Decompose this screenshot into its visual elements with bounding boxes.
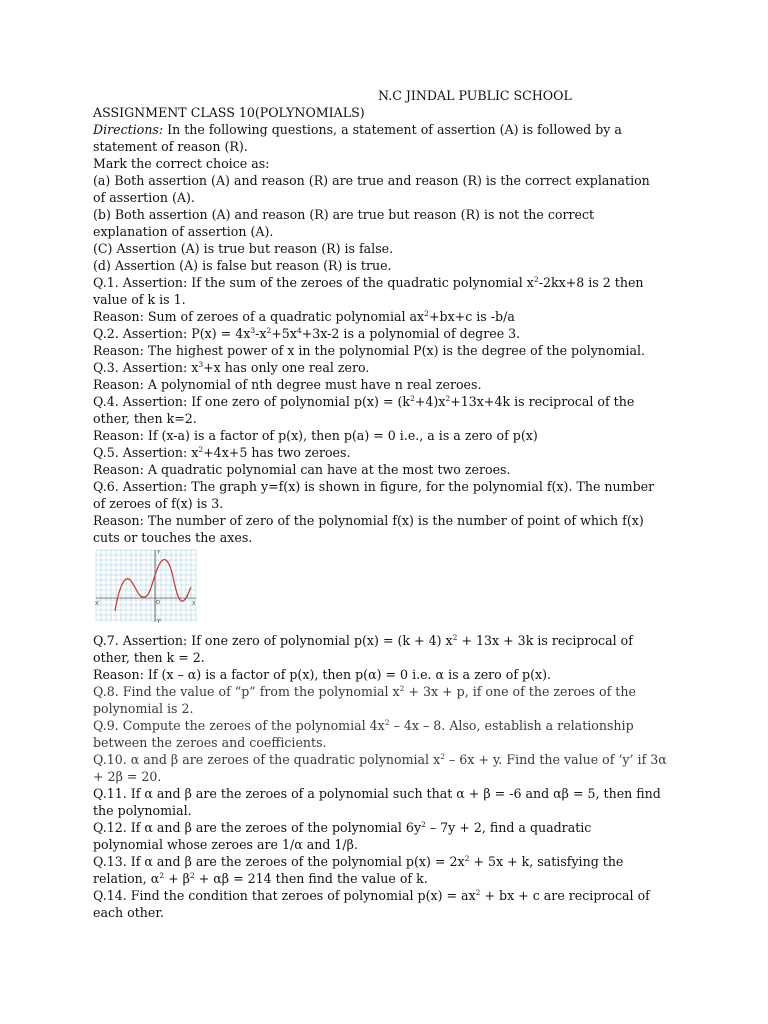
q1-assertion-line-2: value of k is 1. <box>93 292 186 307</box>
q9-sup: 2 <box>384 718 390 727</box>
q10-part-1: Q.10. α and β are zeroes of the quadratic polynomial x <box>93 752 441 767</box>
directions-text-1: In the following questions, a statement of assertion (A) is followed by a <box>163 122 622 137</box>
q9-part-1: Q.9. Compute the zeroes of the polynomial 4x <box>93 718 385 733</box>
q9-part-2: – 4x – 8. Also, establish a relationship <box>389 718 634 733</box>
q13-sup: 2 <box>464 854 470 863</box>
q4-part-1: Q.4. Assertion: If one zero of polynomial p(x) = (k <box>93 394 411 409</box>
q1-assertion-line-1 <box>93 274 683 291</box>
q1-reason-sup: 2 <box>424 309 429 318</box>
option-a-line-1: (a) Both assertion (A) and reason (R) are true and reason (R) is the correct explanation <box>93 173 650 188</box>
q4-reason: Reason: If (x-a) is a factor of p(x), then p(a) = 0 i.e., a is a zero of p(x) <box>93 428 538 443</box>
q14-line-1 <box>93 887 683 904</box>
mark-choice-line: Mark the correct choice as: <box>93 156 270 171</box>
q2-sup-3: 4 <box>296 326 302 335</box>
q2-sup-2: 2 <box>266 326 272 335</box>
q13-relation-b: + β <box>164 871 190 886</box>
q12-part-1: Q.12. If α and β are the zeroes of the polynomial 6y <box>93 820 422 835</box>
q10-line-1 <box>93 751 683 768</box>
polynomial-graph-figure <box>93 547 199 625</box>
q8-part-2: + 3x + p, if one of the zeroes of the <box>404 684 636 699</box>
q9-line-2: between the zeroes and coefficients. <box>93 735 327 750</box>
q7-assertion-line-1 <box>93 632 683 649</box>
q12-line-2: polynomial whose zeroes are 1/α and 1/β. <box>93 837 358 852</box>
polynomial-graph <box>93 547 199 625</box>
q7-part-1: Q.7. Assertion: If one zero of polynomial p(x) = (k + 4) x <box>93 633 453 648</box>
q1-reason-a: Reason: Sum of zeroes of a quadratic polynomial ax <box>93 309 425 324</box>
directions-line-1 <box>93 121 683 138</box>
school-name: N.C JINDAL PUBLIC SCHOOL <box>378 88 572 103</box>
q5-assertion <box>93 444 683 461</box>
q1-reason <box>93 308 683 325</box>
q14-part-2: + bx + c are reciprocal of <box>480 888 650 903</box>
q13-part-2: + 5x + k, satisfying the <box>469 854 624 869</box>
q5-sup: 2 <box>198 445 204 454</box>
option-b-line-2: explanation of assertion (A). <box>93 224 274 239</box>
option-d-line: (d) Assertion (A) is false but reason (R) is true. <box>93 258 392 273</box>
q3-sup: 3 <box>198 360 204 369</box>
q12-part-2: – 7y + 2, find a quadratic <box>425 820 592 835</box>
x-neg-axis-label: X' <box>95 601 100 607</box>
q5-part-1: Q.5. Assertion: x <box>93 445 199 460</box>
directions-label: Directions: <box>93 122 164 137</box>
q10-line-2: + 2β = 20. <box>93 769 162 784</box>
q13-line-1 <box>93 853 683 870</box>
q6-assertion-line-2: of zeroes of f(x) is 3. <box>93 496 224 511</box>
q6-assertion-line-1: Q.6. Assertion: The graph y=f(x) is shown in figure, for the polynomial f(x). The number <box>93 479 655 494</box>
graph-grid <box>96 550 196 622</box>
q7-part-2: + 13x + 3k is reciprocal of <box>457 633 633 648</box>
q12-line-1 <box>93 819 683 836</box>
q14-line-2: each other. <box>93 905 164 920</box>
q7-assertion-line-2: other, then k = 2. <box>93 650 205 665</box>
q13-part-1: Q.13. If α and β are the zeroes of the polynomial p(x) = 2x <box>93 854 465 869</box>
q12-sup: 2 <box>421 820 426 829</box>
q2-part-4: +3x-2 is a polynomial of degree 3. <box>301 326 521 341</box>
q4-sup-1: 2 <box>410 394 415 403</box>
option-c-line: (C) Assertion (A) is true but reason (R) is false. <box>93 241 394 256</box>
q1-reason-b: +bx+c is -b/a <box>428 309 515 324</box>
q11-line-2: the polynomial. <box>93 803 192 818</box>
q3-part-2: +x has only one real zero. <box>203 360 370 375</box>
y-neg-axis-label: Y' <box>157 619 162 625</box>
q2-part-1: Q.2. Assertion: P(x) = 4x <box>93 326 251 341</box>
q2-part-3: +5x <box>271 326 297 341</box>
q8-line-2: polynomial is 2. <box>93 701 194 716</box>
y-axis-label: Y <box>157 550 161 556</box>
q3-assertion <box>93 359 683 376</box>
q5-reason: Reason: A quadratic polynomial can have at the most two zeroes. <box>93 462 511 477</box>
q8-sup: 2 <box>399 684 405 693</box>
q2-sup-1: 3 <box>250 326 256 335</box>
q7-reason: Reason: If (x – α) is a factor of p(x), then p(α) = 0 i.e. α is a zero of p(x). <box>93 667 552 682</box>
q14-part-1: Q.14. Find the condition that zeroes of polynomial p(x) = ax <box>93 888 476 903</box>
option-a-line-2: of assertion (A). <box>93 190 195 205</box>
q8-part-1: Q.8. Find the value of “p” from the polynomial x <box>93 684 400 699</box>
q13-relation-sup-2: 2 <box>189 871 195 880</box>
q4-assertion-line-2: other, then k=2. <box>93 411 197 426</box>
q9-line-1 <box>93 717 683 734</box>
assignment-page <box>93 87 683 921</box>
q4-part-3: +13x+4k is reciprocal of the <box>450 394 635 409</box>
q13-relation-sup-1: 2 <box>159 871 165 880</box>
q11-line-1: Q.11. If α and β are the zeroes of a polynomial such that α + β = -6 and αβ = 5, then find <box>93 786 661 801</box>
q13-line-2 <box>93 870 683 887</box>
q7-sup: 2 <box>452 633 458 642</box>
q2-assertion <box>93 325 683 342</box>
origin-label: O <box>156 600 160 606</box>
q6-reason-line-1: Reason: The number of zero of the polynomial f(x) is the number of point of which f(x) <box>93 513 644 528</box>
q5-part-2: +4x+5 has two zeroes. <box>203 445 351 460</box>
q1-text-a: Q.1. Assertion: If the sum of the zeroes of the quadratic polynomial x <box>93 275 534 290</box>
q10-sup: 2 <box>440 752 445 761</box>
option-b-line-1: (b) Both assertion (A) and reason (R) are true but reason (R) is not the correct <box>93 207 595 222</box>
q8-line-1 <box>93 683 683 700</box>
q2-reason: Reason: The highest power of x in the polynomial P(x) is the degree of the polynomial. <box>93 343 646 358</box>
q1-sup: 2 <box>533 275 539 284</box>
q10-part-2: – 6x + y. Find the value of ‘y’ if 3α <box>444 752 667 767</box>
q13-relation-a: relation, α <box>93 871 160 886</box>
q13-relation-c: + αβ = 214 then find the value of k. <box>194 871 428 886</box>
directions-line-2: statement of reason (R). <box>93 139 248 154</box>
q4-sup-2: 2 <box>445 394 451 403</box>
assignment-title: ASSIGNMENT CLASS 10(POLYNOMIALS) <box>93 105 365 120</box>
q4-assertion-line-1 <box>93 393 683 410</box>
q14-sup: 2 <box>475 888 481 897</box>
q2-part-2: -x <box>255 326 267 341</box>
q3-part-1: Q.3. Assertion: x <box>93 360 199 375</box>
x-axis-label: X <box>192 601 196 607</box>
q4-part-2: +4)x <box>414 394 446 409</box>
q3-reason: Reason: A polynomial of nth degree must have n real zeroes. <box>93 377 482 392</box>
q6-reason-line-2: cuts or touches the axes. <box>93 530 253 545</box>
q1-text-b: -2kx+8 is 2 then <box>538 275 644 290</box>
